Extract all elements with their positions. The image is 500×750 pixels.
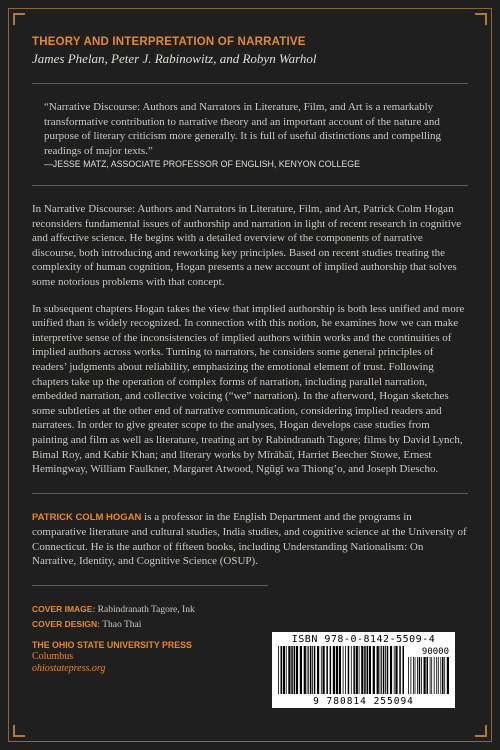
barcode-bar xyxy=(383,646,385,694)
isbn-number: ISBN 978-0-8142-5509-4 xyxy=(291,634,436,645)
barcode-bar xyxy=(312,646,313,694)
barcode-bar xyxy=(413,657,414,694)
barcode-bar xyxy=(431,657,432,694)
barcode-bar xyxy=(427,657,429,694)
cover-image-credit xyxy=(32,602,468,617)
series-title: THEORY AND INTERPRETATION OF NARRATIVE xyxy=(32,36,306,48)
barcode-bar xyxy=(438,657,439,694)
barcode-bar xyxy=(308,646,309,694)
barcode-bar xyxy=(353,646,355,694)
frame-corner xyxy=(13,725,25,737)
author-name: PATRICK COLM HOGAN xyxy=(32,511,142,523)
barcode-bar xyxy=(373,646,375,694)
publisher-city: Columbus xyxy=(32,651,74,663)
cover-image-value: Rabindranath Tagore, Ink xyxy=(97,605,195,616)
barcode-bar xyxy=(294,646,296,694)
barcode-bar xyxy=(387,646,389,694)
barcode-bar xyxy=(291,646,293,694)
divider xyxy=(32,493,468,494)
frame-corner xyxy=(13,13,25,25)
barcode-bar xyxy=(417,657,418,694)
barcode-bar xyxy=(369,646,371,694)
series-editors: James Phelan, Peter J. Rabinowitz, and Robyn Warhol xyxy=(32,51,317,66)
barcode-bar xyxy=(447,657,449,694)
barcode-bar xyxy=(339,646,341,694)
barcode-bar xyxy=(283,646,285,694)
barcode-bar xyxy=(395,646,397,694)
divider xyxy=(32,585,268,586)
barcode-bar xyxy=(411,657,412,694)
barcode-bar xyxy=(434,657,435,694)
barcode-bars xyxy=(278,646,404,694)
blurb-quote: “Narrative Discourse: Authors and Narrators in Literature, Film, and Art is a remarkably transformative contribution to narrative theory and an important account of the nature and purpose of literary criticism more generally. It is full of useful distinctions and compelling readings of major texts.” xyxy=(44,101,442,157)
barcode-bar xyxy=(444,657,445,694)
barcode-bar xyxy=(394,646,395,694)
barcode-bar xyxy=(343,646,344,694)
barcode-bar xyxy=(278,646,279,694)
barcode-bar xyxy=(286,646,287,694)
barcode-bar xyxy=(367,646,369,694)
cover-image-label: COVER IMAGE: xyxy=(32,604,96,615)
description-paragraph: In Narrative Discourse: Authors and Narrators in Literature, Film, and Art, Patrick Colm Hogan reconsiders fundamental issues of authorship and narration in light of recent research in cognitive and affective science. He begins with a detailed overview of the components of narrative discourse, both introducing and reworking key principles. Based on recent studies treating the complexity of human cognition, Hogan presents a new account of implied authorship that solves some notorious problems with that concept. xyxy=(32,203,462,288)
barcode-bar xyxy=(364,646,366,694)
barcode-bar xyxy=(307,646,308,694)
cover-design-label: COVER DESIGN: xyxy=(32,619,101,630)
credits xyxy=(32,602,468,632)
frame-corner xyxy=(475,13,487,25)
barcode-bar xyxy=(348,646,350,694)
barcode-bar xyxy=(356,646,358,694)
back-cover-content xyxy=(32,36,468,674)
barcode-bar xyxy=(330,646,332,694)
barcode-bar xyxy=(359,646,360,694)
barcode-bar xyxy=(310,646,312,694)
barcode-bar xyxy=(381,646,382,694)
addon-barcode-bars xyxy=(408,657,450,694)
barcode-bar xyxy=(440,657,441,694)
price-code: 90000 xyxy=(421,647,449,657)
barcode-bar xyxy=(300,646,302,694)
cover-design-credit xyxy=(32,617,468,632)
barcode-bar xyxy=(403,646,405,694)
barcode-bar xyxy=(380,646,381,694)
isbn-barcode xyxy=(272,632,455,708)
barcode-bar xyxy=(419,657,421,694)
barcode-bar xyxy=(361,646,363,694)
barcode-bar xyxy=(377,646,379,694)
barcode-bar xyxy=(296,646,298,694)
barcode-bar xyxy=(408,657,409,694)
cover-design-value: Thao Thai xyxy=(102,620,142,631)
barcode-bar xyxy=(288,646,290,694)
barcode-digits: 9 780814 255094 xyxy=(313,696,414,707)
barcode-bar xyxy=(281,646,283,694)
divider xyxy=(32,185,468,186)
barcode-bar xyxy=(323,646,325,694)
barcode-bar xyxy=(415,657,416,694)
barcode-bar xyxy=(333,646,335,694)
barcode-bar xyxy=(436,657,437,694)
frame-corner xyxy=(475,725,487,737)
barcode-bar xyxy=(430,657,431,694)
barcode-bar xyxy=(314,646,316,694)
barcode-bar xyxy=(390,646,392,694)
barcode-bar xyxy=(304,646,306,694)
author-bio xyxy=(32,510,468,569)
barcode-bar xyxy=(421,657,422,694)
barcode-bar xyxy=(336,646,338,694)
publisher-name: THE OHIO STATE UNIVERSITY PRESS xyxy=(32,640,192,651)
barcode-bar xyxy=(424,657,426,694)
author-bio-text: is a professor in the English Department and the programs in comparative literature and cultural studies, India studies, and cognitive science at the University of Connecticut. He is the author of fifteen books, including Understanding Nationalism: On Narrative, Identity, and Cognitive Science (OSUP). xyxy=(32,510,467,568)
barcode-bar xyxy=(351,646,352,694)
barcode-bar xyxy=(385,646,386,694)
blurb-attribution: —JESSE MATZ, ASSOCIATE PROFESSOR OF ENGLISH, KENYON COLLEGE xyxy=(44,159,360,169)
description-paragraph: In subsequent chapters Hogan takes the view that implied authorship is both less unified and more unified than is widely recognized. In connection with this notion, he examines how we can make interpretive sense of the inconsistencies of implied authors within works and the continuities of implied authors across works. Turning to narrators, he considers some general principles of readers’ judgments about reliability, emphasizing the emotional element of trust. Following chapters take up the operation of complex forms of narration, including parallel narration, embedded narration, and collective voicing (“we” narration). In the afterword, Hogan sketches some subtleties at the other end of narrative communication, considering implied readers and narratees. In order to give greater scope to the analyses, Hogan develops case studies from painting and film as well as literature, treating art by Rabindranath Tagore; films by David Lynch, Bimal Roy, and Kabir Khan; and literary works by Mīrābāī, Harriet Beecher Stowe, Ernest Hemingway, William Faulkner, Margaret Atwood, Ngũgĩ wa Thiong’o, and Joseph Diescho. xyxy=(32,302,465,476)
barcode-bar xyxy=(399,646,401,694)
divider xyxy=(32,83,468,84)
barcode-bar xyxy=(326,646,328,694)
barcode-bar xyxy=(317,646,319,694)
barcode-bar xyxy=(321,646,322,694)
publisher-url: ohiostatepress.org xyxy=(32,663,106,675)
barcode-bar xyxy=(442,657,444,694)
barcode-bar xyxy=(345,646,346,694)
